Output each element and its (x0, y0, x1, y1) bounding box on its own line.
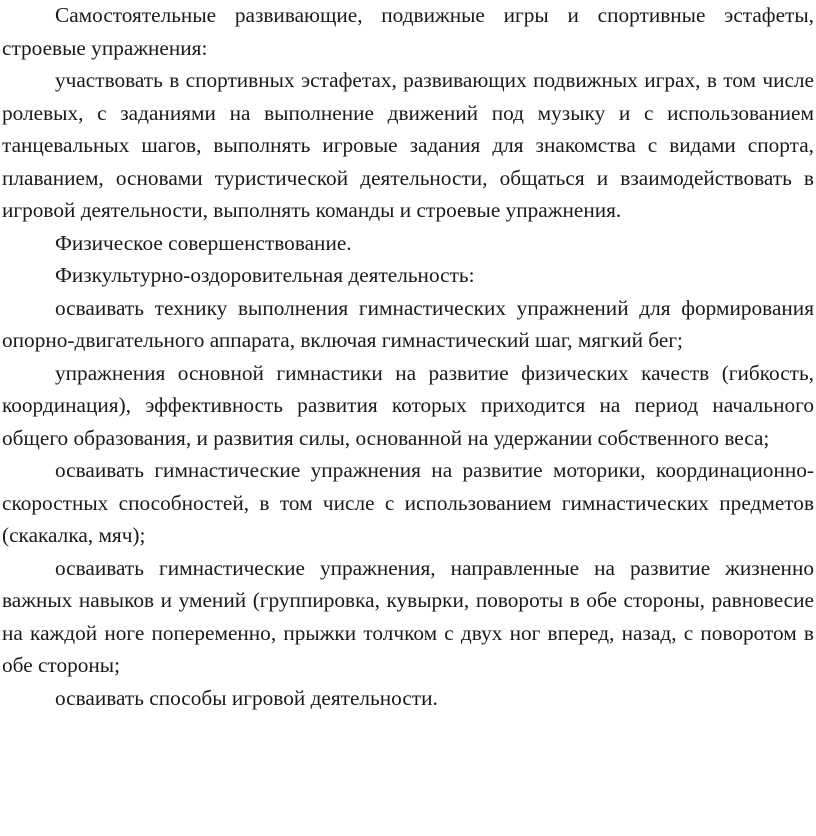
paragraph-motor-skills: осваивать гимнастические упражнения на развитие моторики, координационно-скоростных способностей, в том числе с использованием гимнастических предметов (скакалка, мяч); (2, 458, 814, 547)
paragraph-physical-improvement: Физическое совершенствование. (55, 230, 352, 255)
paragraph-basic-gymnastics: упражнения основной гимнастики на развитие физических качеств (гибкость, координация), эффективность развития которых приходится на период начального общего образования, и развития силы, основанной на удержании собственного веса; (2, 360, 814, 450)
paragraph-fitness-activity: Физкультурно-оздоровительная деятельность: (55, 263, 475, 287)
paragraph-relay-participation: участвовать в спортивных эстафетах, развивающих подвижных играх, в том числе ролевых, с заданиями на выполнение движений под музыку и с использованием танцевальных шагов, выполнять игровые задания для знакомства с видами спорта, плаванием, основами туристической деятельности, общаться и взаимодействовать в игровой деятельности, выполнять команды и строевые упражнения. (2, 68, 814, 222)
paragraph-games-heading: Самостоятельные развивающие, подвижные игры и спортивные эстафеты, строевые упражнения: (2, 3, 814, 60)
paragraph-gymnastics-technique: осваивать технику выполнения гимнастических упражнений для формирования опорно-двигательного аппарата, включая гимнастический шаг, мягкий бег; (2, 295, 814, 352)
paragraph-game-methods: осваивать способы игровой деятельности. (55, 685, 438, 710)
paragraph-vital-skills: осваивать гимнастические упражнения, направленные на развитие жизненно важных навыков и умений (группировка, кувырки, повороты в обе стороны, равновесие на каждой ноге попеременно, прыжки толчком с двух ног вперед, назад, с поворотом в обе стороны; (2, 555, 814, 677)
